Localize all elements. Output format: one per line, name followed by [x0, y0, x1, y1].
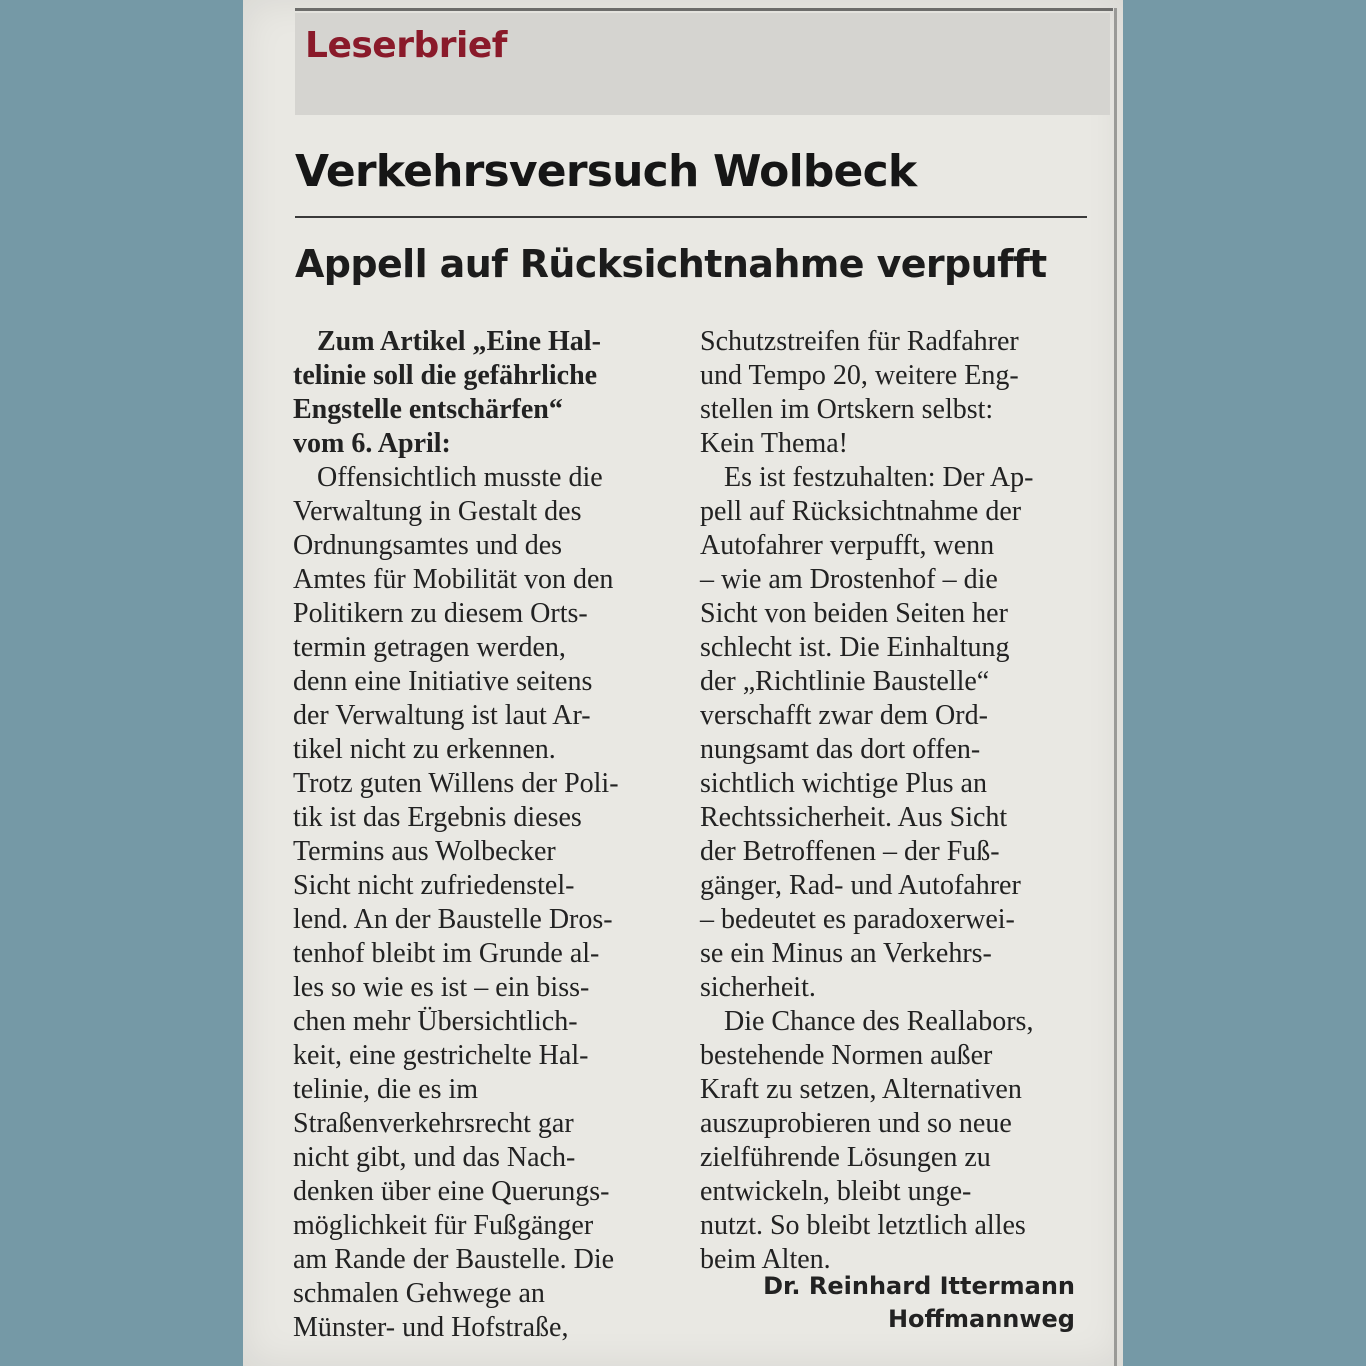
text-line: Termins aus Wolbecker: [293, 836, 556, 867]
text-line: der Verwaltung ist laut Ar-: [293, 700, 591, 731]
body-paragraph-1: [293, 461, 683, 1345]
text-line: les so wie es ist – ein biss-: [293, 972, 590, 1003]
intro-line: vom 6. April:: [293, 428, 451, 459]
text-line: sicherheit.: [700, 972, 816, 1003]
kicker-band: [295, 13, 1110, 115]
author-name: Dr. Reinhard Ittermann: [763, 1272, 1075, 1300]
text-line: Amtes für Mobilität von den: [293, 564, 614, 595]
text-line: se ein Minus an Verkehrs-: [700, 938, 992, 969]
text-line: denn eine Initiative seitens: [293, 666, 593, 697]
headline-divider: [295, 216, 1087, 218]
text-line: Trotz guten Willens der Poli-: [293, 768, 619, 799]
left-column: [293, 325, 683, 1345]
text-line: Ordnungsamtes und des: [293, 530, 563, 561]
text-line: der Betroffenen – der Fuß-: [700, 836, 1000, 867]
text-line: pell auf Rücksichtnahme der: [700, 496, 1022, 527]
section-kicker: Leserbrief: [305, 25, 507, 66]
text-line: möglichkeit für Fußgänger: [293, 1210, 594, 1241]
text-line: nungsamt das dort offen-: [700, 734, 981, 765]
author-signature: [763, 1270, 1075, 1336]
text-line: Kraft zu setzen, Alternativen: [700, 1074, 1022, 1105]
right-column: [700, 325, 1095, 1277]
intro-line: telinie soll die gefährliche: [293, 360, 598, 391]
text-line: denken über eine Querungs-: [293, 1176, 610, 1207]
text-line: der „Richtlinie Baustelle“: [700, 666, 990, 697]
text-line: nutzt. So bleibt letztlich alles: [700, 1210, 1026, 1241]
text-line: zielführende Lösungen zu: [700, 1142, 991, 1173]
clipping-edge: [1114, 8, 1117, 1366]
text-line: gänger, Rad- und Autofahrer: [700, 870, 1021, 901]
text-line: Rechtssicherheit. Aus Sicht: [700, 802, 1008, 833]
top-rule: [295, 8, 1113, 11]
text-line: stellen im Ortskern selbst:: [700, 394, 994, 425]
author-street: Hoffmannweg: [887, 1305, 1075, 1333]
text-line: Autofahrer verpufft, wenn: [700, 530, 995, 561]
body-paragraph-2: [700, 461, 1095, 1005]
text-line: Es ist festzuhalten: Der Ap-: [724, 462, 1034, 493]
text-line: am Rande der Baustelle. Die: [293, 1244, 615, 1275]
text-line: chen mehr Übersichtlich-: [293, 1006, 578, 1037]
text-line: nicht gibt, und das Nach-: [293, 1142, 576, 1173]
text-line: bestehende Normen außer: [700, 1040, 993, 1071]
intro-reference: [293, 325, 683, 461]
headline: Verkehrsversuch Wolbeck: [295, 146, 917, 197]
text-line: beim Alten.: [700, 1244, 831, 1275]
text-line: schmalen Gehwege an: [293, 1278, 545, 1309]
subheadline: Appell auf Rücksichtnahme verpufft: [295, 242, 1047, 286]
text-line: – bedeutet es paradoxerwei-: [700, 904, 1015, 935]
newspaper-clipping: [243, 0, 1123, 1366]
text-line: verschafft zwar dem Ord-: [700, 700, 988, 731]
text-line: tik ist das Ergebnis dieses: [293, 802, 582, 833]
text-line: Die Chance des Reallabors,: [724, 1006, 1034, 1037]
text-line: und Tempo 20, weitere Eng-: [700, 360, 1019, 391]
text-line: Sicht von beiden Seiten her: [700, 598, 1008, 629]
intro-line: Engstelle entschärfen“: [293, 394, 563, 425]
intro-line: Zum Artikel „Eine Hal-: [317, 326, 601, 357]
text-line: tenhof bleibt im Grunde al-: [293, 938, 600, 969]
text-line: – wie am Drostenhof – die: [700, 564, 998, 595]
text-line: schlecht ist. Die Einhaltung: [700, 632, 1010, 663]
body-paragraph-1-continued: [700, 325, 1095, 461]
text-line: Offensichtlich musste die: [317, 462, 603, 493]
text-line: Schutzstreifen für Radfahrer: [700, 326, 1019, 357]
text-line: telinie, die es im: [293, 1074, 479, 1105]
text-line: entwickeln, bleibt unge-: [700, 1176, 972, 1207]
text-line: lend. An der Baustelle Dros-: [293, 904, 613, 935]
text-line: keit, eine gestrichelte Hal-: [293, 1040, 589, 1071]
text-line: Straßenverkehrsrecht gar: [293, 1108, 574, 1139]
text-line: tikel nicht zu erkennen.: [293, 734, 556, 765]
text-line: termin getragen werden,: [293, 632, 566, 663]
text-line: Politikern zu diesem Orts-: [293, 598, 588, 629]
text-line: Kein Thema!: [700, 428, 848, 459]
body-paragraph-3: [700, 1005, 1095, 1277]
text-line: Verwaltung in Gestalt des: [293, 496, 582, 527]
text-line: sichtlich wichtige Plus an: [700, 768, 987, 799]
text-line: Münster- und Hofstraße,: [293, 1312, 569, 1343]
text-line: Sicht nicht zufriedenstel-: [293, 870, 575, 901]
text-line: auszuprobieren und so neue: [700, 1108, 1012, 1139]
